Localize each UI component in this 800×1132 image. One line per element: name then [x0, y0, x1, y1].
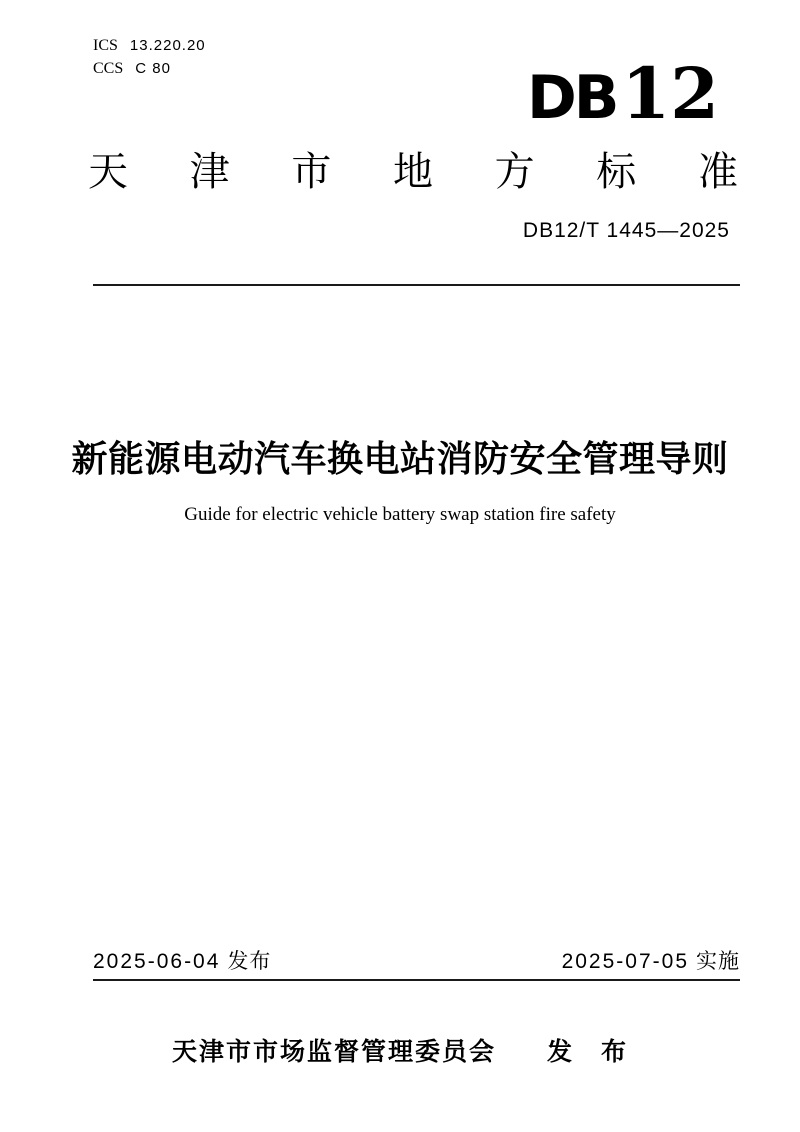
date-row [93, 949, 740, 975]
footer-divider-line [93, 979, 740, 981]
standard-type-char: 市 [291, 150, 332, 194]
header-divider-line [93, 284, 740, 286]
publisher-name: 天津市市场监督管理委员会 [172, 1038, 497, 1066]
ics-value: 13.220.20 [129, 37, 206, 54]
ics-row [93, 34, 206, 57]
standard-type-char: 准 [697, 150, 738, 194]
standard-type-char: 方 [494, 150, 535, 194]
standard-type-char: 天 [88, 150, 128, 194]
issue-label: 发布 [227, 950, 272, 973]
standard-type-char: 地 [392, 150, 433, 194]
issue-date-cell [93, 949, 271, 975]
ccs-value: C 80 [135, 60, 171, 77]
classification-codes [93, 34, 206, 80]
implement-date: 2025-07-05 [561, 950, 689, 973]
issue-date: 2025-06-04 [93, 950, 221, 973]
standard-type-title [88, 148, 738, 196]
standard-document-number: DB12/T 1445—2025 [522, 219, 730, 242]
standard-type-char: 标 [596, 150, 637, 194]
implement-label: 实施 [696, 950, 740, 973]
standard-title-english: Guide for electric vehicle battery swap station fire safety [184, 504, 616, 525]
publisher-row [0, 1032, 800, 1068]
standard-type-char: 津 [189, 150, 230, 194]
ics-label: ICS [93, 37, 118, 54]
publish-label: 发 布 [546, 1038, 628, 1066]
db12-logo-number: 12 [621, 52, 719, 135]
db12-logo-prefix: DB [527, 63, 617, 133]
standard-title-chinese: 新能源电动汽车换电站消防安全管理导则 [71, 438, 729, 479]
ccs-row [93, 57, 206, 80]
ccs-label: CCS [93, 60, 124, 77]
db12-logo [527, 52, 719, 135]
implement-date-cell [562, 949, 740, 975]
